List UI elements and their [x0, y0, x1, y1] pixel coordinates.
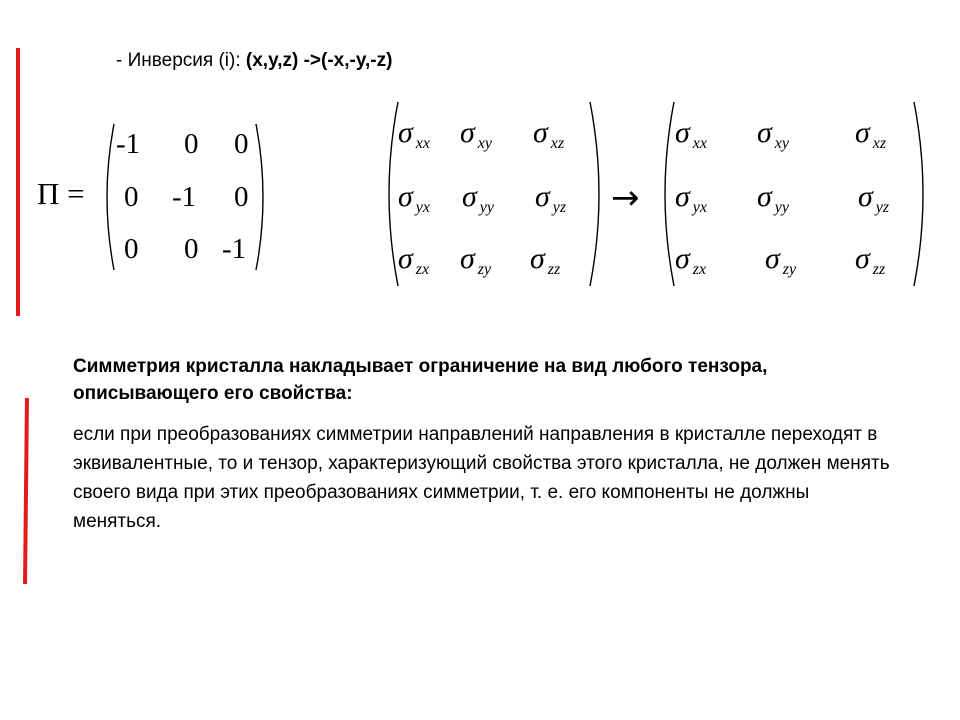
tensor-before-cell: σxz: [533, 116, 565, 152]
tensor-before-cell: σyy: [462, 180, 494, 216]
pi-matrix-bracket-right: [252, 122, 272, 272]
tensor-before-cell: σzy: [460, 242, 492, 278]
red-accent-bar-bottom: [23, 398, 29, 584]
tensor-before-cell: σxx: [398, 116, 430, 152]
tensor-after-cell: σzx: [675, 242, 707, 278]
pi-cell: 0: [124, 181, 139, 213]
tensor-before-cell: σyx: [398, 180, 430, 216]
inversion-heading: [116, 50, 392, 72]
tensor-after-cell: σyx: [675, 180, 707, 216]
tensor-before-cell: σzz: [530, 242, 561, 278]
tensor-after-bracket-right: [910, 100, 934, 288]
pi-cell: 0: [124, 233, 139, 265]
pi-matrix-bracket-left: [98, 122, 118, 272]
pi-cell: 0: [234, 181, 249, 213]
tensor-after-cell: σxx: [675, 116, 707, 152]
pi-cell: -1: [172, 181, 197, 213]
tensor-after-cell: σzz: [855, 242, 886, 278]
red-accent-bar-top: [16, 48, 20, 316]
tensor-after-cell: σyy: [757, 180, 789, 216]
inversion-label: - Инверсия (i):: [116, 50, 246, 71]
pi-cell: -1: [116, 128, 141, 160]
symmetry-explanation-text: если при преобразованиях симметрии направлений направления в кристалле переходят в эквивалентные, то и тензор, характеризующий свойства этого кристалла, не должен менять своего вида при этих преобразованиях симметрии, т. е. его компоненты не должны меняться.: [73, 424, 890, 532]
pi-cell: 0: [184, 128, 199, 160]
pi-cell: 0: [184, 233, 199, 265]
tensor-before-cell: σxy: [460, 116, 492, 152]
tensor-after-cell: σxy: [757, 116, 789, 152]
symmetry-constraint-text: Симметрия кристалла накладывает ограничение на вид любого тензора, описывающего его свойства:: [73, 356, 768, 404]
tensor-after-cell: σzy: [765, 242, 797, 278]
tensor-after-cell: σxz: [855, 116, 887, 152]
tensor-before-bracket-right: [586, 100, 610, 288]
pi-cell: 0: [234, 128, 249, 160]
tensor-before-cell: σzx: [398, 242, 430, 278]
pi-symbol: Π =: [37, 176, 85, 211]
tensor-after-cell: σyz: [858, 180, 890, 216]
pi-cell: -1: [222, 233, 247, 265]
right-arrow-icon: →: [611, 178, 640, 218]
tensor-before-cell: σyz: [535, 180, 567, 216]
inversion-mapping: (x,y,z) ->(-x,-y,-z): [245, 50, 393, 71]
